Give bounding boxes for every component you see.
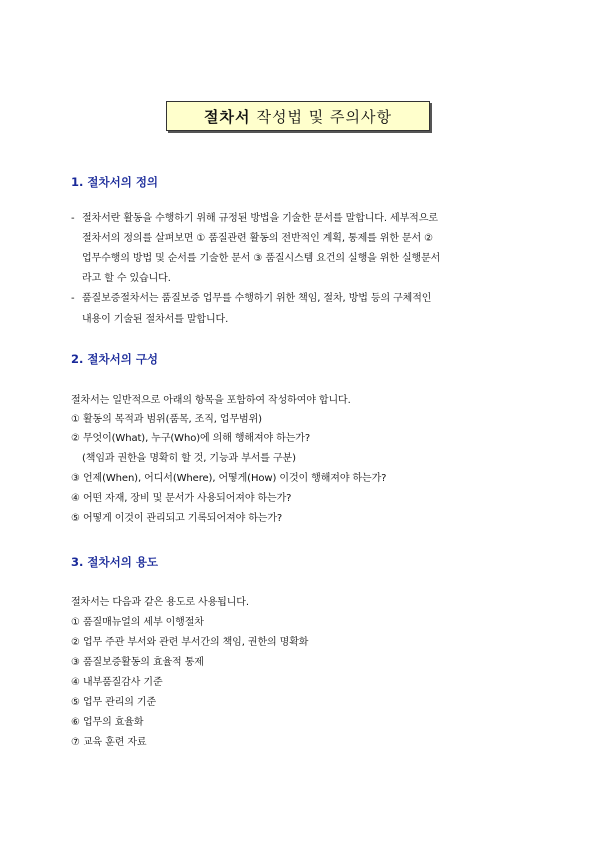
- document-title: [166, 101, 430, 131]
- bullet-2: -: [71, 293, 75, 304]
- section-3-heading: 3. 절차서의 용도: [71, 555, 159, 569]
- s2-item-4: ④ 어떤 자재, 장비 및 문서가 사용되어져야 하는가?: [71, 493, 292, 504]
- s3-intro: 절차서는 다음과 같은 용도로 사용됩니다.: [71, 597, 249, 608]
- s2-intro: 절차서는 일반적으로 아래의 항목을 포함하여 작성하여야 합니다.: [71, 395, 351, 406]
- s1-line-3: 업무수행의 방법 및 순서를 기술한 문서 ③ 품질시스템 요건의 실행을 위한 실행문서: [82, 253, 441, 264]
- s2-item-1: ① 활동의 목적과 범위(품목, 조직, 업무범위): [71, 414, 262, 425]
- s3-item-6: ⑥ 업무의 효율화: [71, 717, 144, 728]
- s1-line-5: 품질보증절차서는 품질보증 업무를 수행하기 위한 책임, 절차, 방법 등의 구체적인: [82, 293, 432, 304]
- s3-item-7: ⑦ 교육 훈련 자료: [71, 737, 147, 748]
- s3-item-3: ③ 품질보증활동의 효율적 통제: [71, 657, 204, 668]
- bullet-1: -: [71, 213, 75, 224]
- s3-item-5: ⑤ 업무 관리의 기준: [71, 697, 157, 708]
- s2-item-5: ⑤ 어떻게 이것이 관리되고 기록되어져야 하는가?: [71, 513, 283, 524]
- section-2-heading: 2. 절차서의 구성: [71, 352, 159, 366]
- s1-line-4: 라고 할 수 있습니다.: [82, 273, 171, 284]
- s2-item-2: ② 무엇이(What), 누구(Who)에 의해 행해져야 하는가?: [71, 433, 311, 444]
- s2-item-3: ③ 언제(When), 어디서(Where), 어떻게(How) 이것이 행해져야 하는가?: [71, 473, 387, 484]
- s1-line-1: 절차서란 활동을 수행하기 위해 규정된 방법을 기술한 문서를 말합니다. 세부적으로: [82, 213, 438, 224]
- s3-item-1: ① 품질매뉴얼의 세부 이행절차: [71, 617, 204, 628]
- s2-item-2-note: (책임과 권한을 명확히 할 것, 기능과 부서를 구분): [82, 453, 296, 464]
- s1-line-6: 내용이 기술된 절차서를 말합니다.: [82, 314, 229, 325]
- s3-item-2: ② 업무 주관 부서와 관련 부서간의 책임, 권한의 명확화: [71, 637, 309, 648]
- title-bold: 절차서: [204, 107, 251, 126]
- s1-line-2: 절차서의 정의를 살펴보면 ① 품질관련 활동의 전반적인 계획, 통제를 위한 문서 ②: [82, 233, 434, 244]
- section-1-heading: 1. 절차서의 정의: [71, 175, 159, 189]
- title-rest: 작성법 및 주의사항: [256, 107, 392, 126]
- s3-item-4: ④ 내부품질감사 기준: [71, 677, 163, 688]
